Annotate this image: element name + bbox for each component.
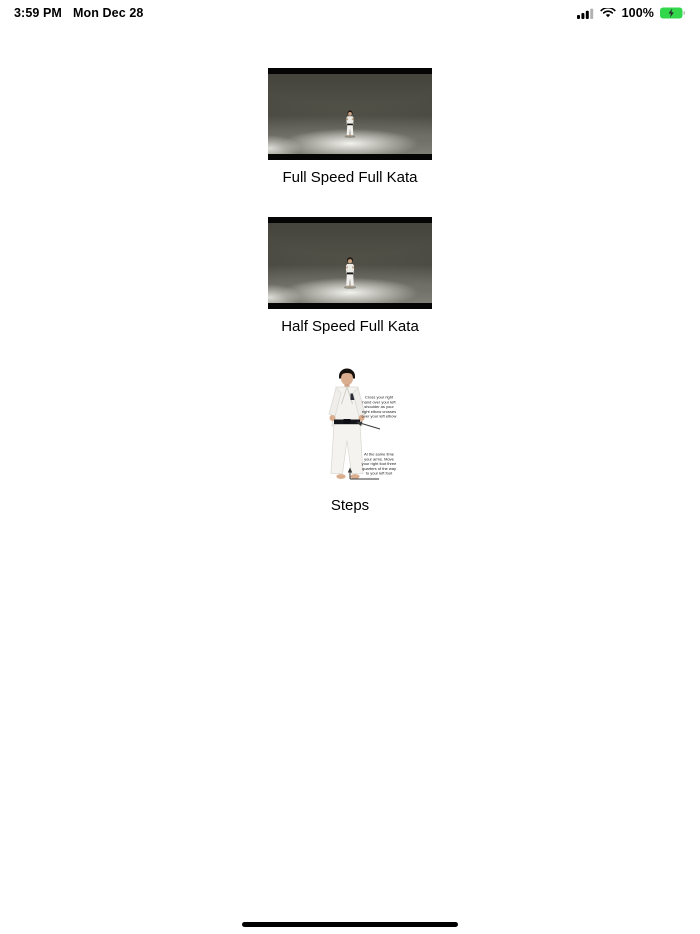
steps-caption: Steps — [330, 497, 370, 514]
video-item-full-speed — [268, 68, 432, 187]
video-caption-half-speed: Half Speed Full Kata — [281, 318, 419, 335]
status-time: 3:59 PM — [14, 6, 62, 20]
status-bar — [0, 0, 700, 24]
karate-figure-icon — [343, 257, 357, 289]
status-date: Mon Dec 28 — [72, 6, 144, 20]
steps-item — [300, 366, 400, 515]
wifi-icon — [600, 8, 616, 19]
video-scene — [268, 223, 432, 303]
battery-charging-icon — [660, 7, 686, 19]
cellular-signal-icon — [577, 8, 594, 19]
karate-figure-icon — [344, 110, 356, 138]
video-scene — [268, 74, 432, 154]
video-caption-full-speed: Full Speed Full Kata — [282, 169, 418, 186]
home-indicator[interactable] — [242, 922, 458, 927]
video-thumbnail-full-speed[interactable] — [268, 68, 432, 160]
annotation-bottom: At the same time your arms. Move your right foot three quarters of the way to your left foot — [361, 452, 397, 476]
annotation-top: Cross your right hand over your left shoulder as your right elbow crosses over your left elbow — [361, 395, 397, 419]
steps-image[interactable] — [300, 366, 400, 488]
video-item-half-speed — [268, 217, 432, 336]
content-list — [0, 68, 700, 547]
battery-percent: 100% — [621, 6, 654, 20]
video-thumbnail-half-speed[interactable] — [268, 217, 432, 309]
